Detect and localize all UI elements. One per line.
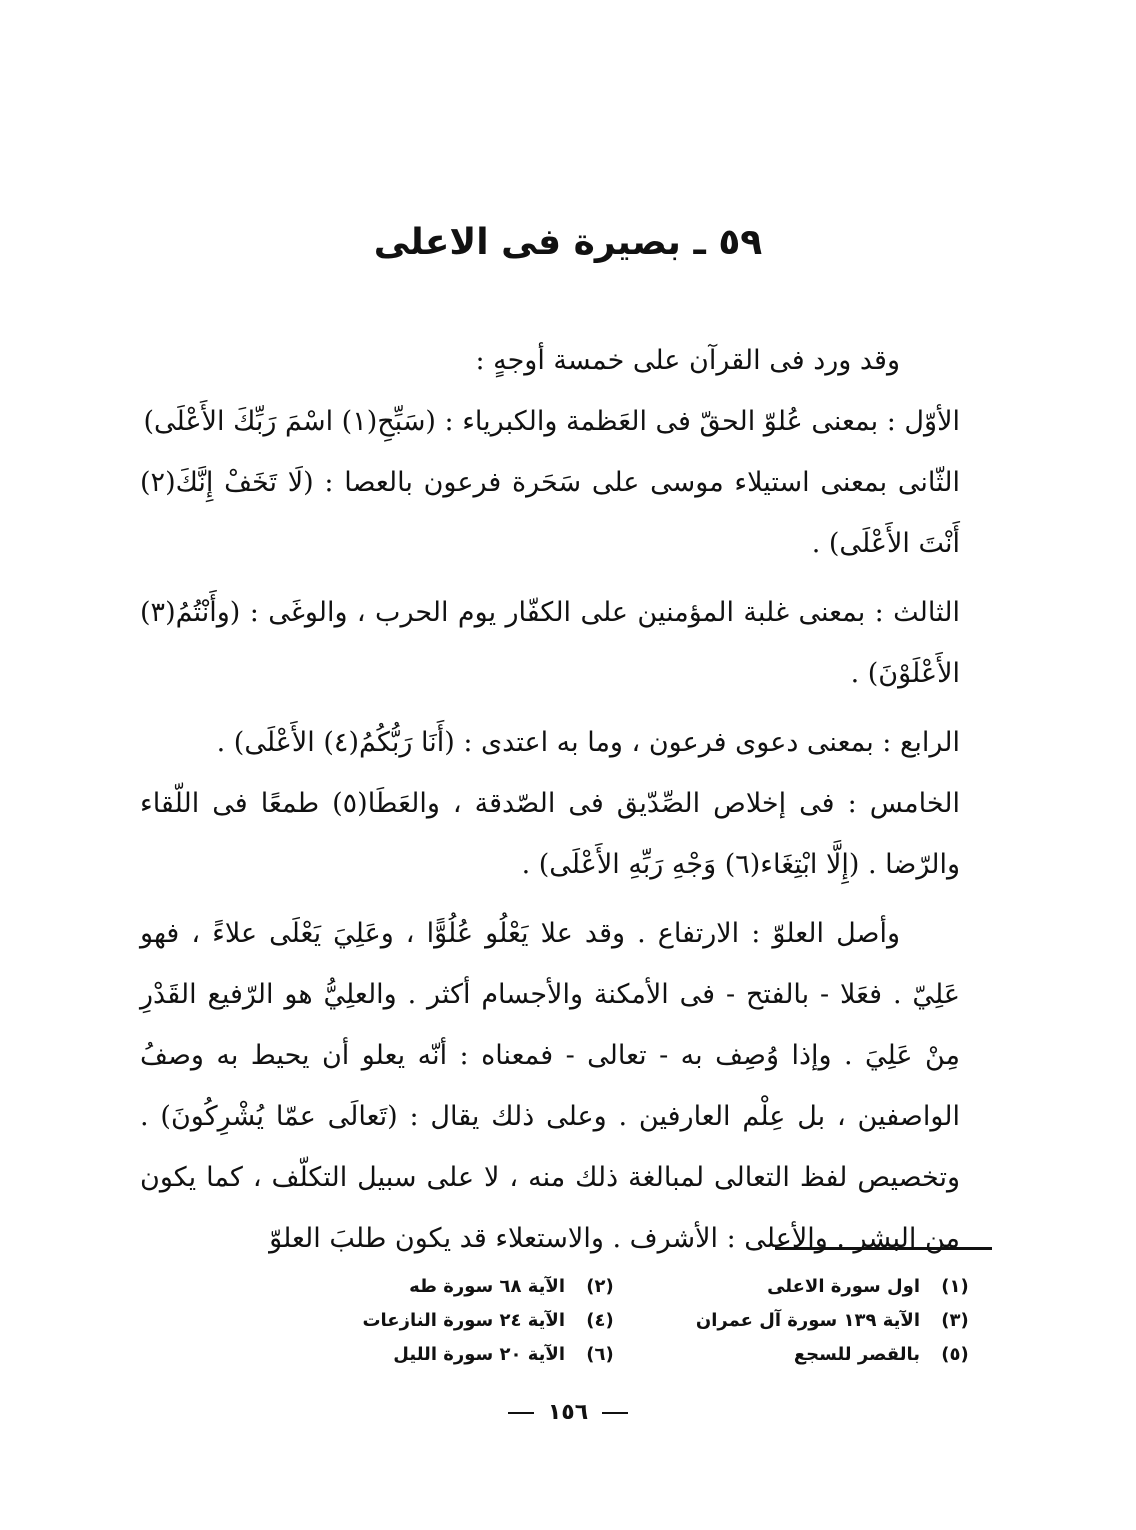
paragraph-intro: وقد ورد فى القرآن على خمسة أوجهٍ : <box>475 345 900 376</box>
body-text <box>140 330 960 1269</box>
footnote-text: اول سورة الاعلى <box>767 1276 920 1297</box>
page-number-dash <box>508 1412 534 1414</box>
page-number-value: ١٥٦ <box>547 1400 589 1425</box>
page-number <box>0 1398 1136 1428</box>
footnote-1 <box>625 1270 980 1304</box>
footnote-row <box>270 1304 980 1338</box>
paragraph-third-meaning: الثالث : بمعنى غلبة المؤمنين على الكفّار يوم الحرب ، والوغَى : (وأَنْتُمُ(٣) الأَعْلَوْنَ) . <box>140 597 960 689</box>
paragraph-second-meaning: الثّانى بمعنى استيلاء موسى على سَحَرة فرعون بالعصا : (لَا تَخَفْ إِنَّكَ(٢) أَنْتَ الأَعْلَى) . <box>140 467 960 559</box>
footnote-2 <box>270 1270 625 1304</box>
paragraph-fifth-meaning: الخامس : فى إخلاص الصِّدّيق فى الصّدقة ، والعَطَا(٥) طمعًا فى اللّقاء والرّضا . (إِلَّا ابْتِغَاء(٦) وَجْهِ رَبِّهِ الأَعْلَى) . <box>140 788 960 880</box>
footnote-number: (٦) <box>586 1344 614 1365</box>
page-number-dash <box>602 1412 628 1414</box>
footnote-text: بالقصر للسجع <box>793 1344 920 1365</box>
paragraph-fourth-meaning: الرابع : بمعنى دعوى فرعون ، وما به اعتدى : (أَنَا رَبُّكُمُ(٤) الأَعْلَى) . <box>216 727 960 758</box>
footnote-4 <box>270 1304 625 1338</box>
footnote-number: (٤) <box>586 1310 614 1331</box>
footnote-number: (٣) <box>941 1310 969 1331</box>
chapter-title: ٥٩ ـ بصيرة فى الاعلى <box>373 222 763 263</box>
footnotes <box>270 1270 980 1372</box>
paragraph-first-meaning: الأوّل : بمعنى عُلوّ الحقّ فى العَظمة والكبرياء : (سَبِّحِ(١) اسْمَ رَبِّكَ الأَعْلَى) <box>143 406 960 437</box>
footnote-text: الآية ٦٨ سورة طه <box>409 1276 565 1297</box>
footnote-text: الآية ٢٠ سورة الليل <box>393 1344 565 1365</box>
footnote-row <box>270 1338 980 1372</box>
footnote-5 <box>625 1338 980 1372</box>
footnote-3 <box>625 1304 980 1338</box>
footnote-6 <box>270 1338 625 1372</box>
footnote-number: (٢) <box>586 1276 614 1297</box>
footnote-text: الآية ٢٤ سورة النازعات <box>362 1310 565 1331</box>
footnote-text: الآية ١٣٩ سورة آل عمران <box>695 1310 920 1331</box>
footnote-row <box>270 1270 980 1304</box>
footnote-divider <box>775 1247 992 1250</box>
footnote-number: (٥) <box>941 1344 969 1365</box>
footnote-number: (١) <box>941 1276 969 1297</box>
paragraph-origin: وأصل العلوّ : الارتفاع . وقد علا يَعْلُو عُلُوًّا ، وعَلِيَ يَعْلَى علاءً ، فهو عَلِيّ . فعَلا - بالفتح - فى الأمكنة والأجسام أكثر . والعلِيُّ هو الرّفيع القَدْرِ مِنْ عَلِيَ . وإذا وُصِف به - تعالى - فمعناه : أنّه يعلو أن يحيط به وصفُ الواصفين ، بل عِلْم العارفين . وعلى ذلك يقال : (تَعالَى عمّا يُشْرِكُونَ) . وتخصيص لفظ التعالى لمبالغة ذلك منه ، لا على سبيل التكلّف ، كما يكون من البشر . والأعلى : الأشرف . والاستعلاء قد يكون طلبَ العلوّ <box>140 918 960 1254</box>
